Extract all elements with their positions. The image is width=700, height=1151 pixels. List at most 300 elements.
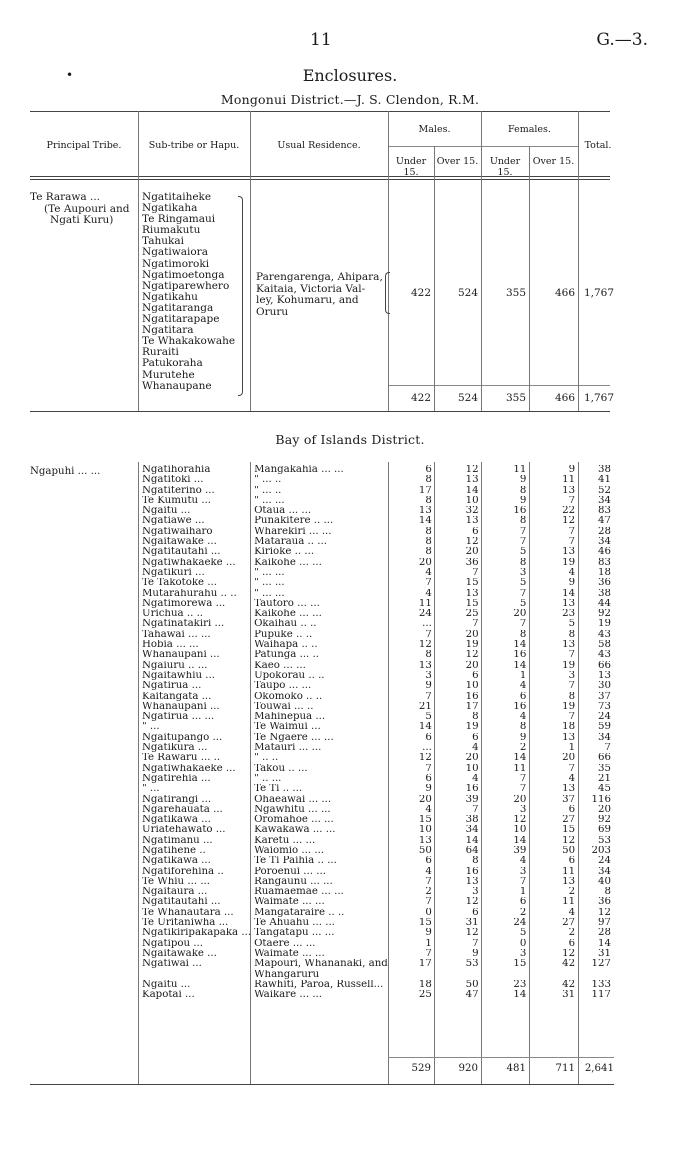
col-head-females-over: Over 15. — [532, 156, 575, 167]
residence-cell: Mataraua .. ... — [254, 537, 327, 548]
total-cell: 35 — [598, 763, 611, 774]
table-row — [139, 877, 614, 887]
margin-mark: • — [66, 68, 74, 82]
subtribe-cell: Ngaitaura ... — [142, 887, 208, 898]
males-over-cell: 6 — [472, 670, 479, 681]
total-cell: 13 — [598, 670, 611, 681]
males-over-cell: 10 — [465, 763, 479, 774]
total-cell: 97 — [598, 918, 611, 929]
females-over-cell: 7 — [568, 495, 576, 506]
subtribe-cell: Ngaitawake ... — [142, 948, 217, 959]
residence-cell: Otaua ... ... — [254, 506, 312, 517]
females-under-cell: 14 — [513, 640, 527, 651]
females-under-cell: 5 — [519, 598, 527, 609]
females-over-cell: 8 — [568, 629, 576, 640]
males-over-cell: 39 — [465, 794, 479, 805]
residence-cell: Touwai ... .. — [254, 701, 314, 712]
males-under-cell: 10 — [418, 825, 432, 836]
females-under-cell: 0 — [519, 938, 527, 949]
males-under-cell: 7 — [425, 897, 432, 908]
total-cell: 83 — [598, 557, 611, 568]
females-over-cell: 22 — [562, 506, 576, 517]
subtribe-item: Ngatitaranga — [142, 301, 214, 314]
table-row — [139, 640, 614, 650]
total-cell: 14 — [598, 938, 611, 949]
females-over-cell: 6 — [568, 804, 576, 815]
females-under-cell: 9 — [519, 475, 527, 486]
males-under-mongonui: 422 — [410, 287, 431, 299]
females-over-cell: 13 — [562, 732, 576, 743]
males-over-cell: 8 — [472, 856, 479, 867]
total-cell: 21 — [598, 773, 611, 784]
total-cell: 24 — [598, 712, 611, 723]
females-over-cell: 23 — [562, 609, 576, 620]
males-over-cell: 34 — [465, 825, 479, 836]
males-under-cell: 12 — [418, 640, 432, 651]
subtribe-cell — [139, 970, 251, 980]
males-under-cell: 9 — [425, 784, 432, 795]
males-over-cell: 15 — [465, 578, 479, 589]
males-under-cell: 3 — [425, 670, 432, 681]
document-code: G.—3. — [596, 30, 648, 50]
total-cell: 92 — [598, 609, 611, 620]
table-row — [139, 599, 614, 609]
subtribe-cell: Ngatitoki ... — [142, 475, 204, 486]
table-row — [139, 928, 614, 938]
females-over-cell: 7 — [568, 650, 576, 661]
subtribe-item: Ngatimoetonga — [142, 268, 225, 281]
col-head-males: Males. — [418, 124, 451, 135]
total-cell: 34 — [598, 732, 611, 743]
females-over-cell: 6 — [568, 938, 576, 949]
females-under-cell: 14 — [513, 990, 527, 1001]
subtribe-item: Ngatikaha — [142, 202, 198, 215]
residence-cell: Kawakawa ... ... — [254, 825, 336, 836]
table-row — [139, 908, 614, 918]
females-under-cell: 4 — [519, 856, 527, 867]
subtribe-list-mongonui — [142, 192, 242, 392]
residence-cell: Mapouri, Whananaki, and — [254, 959, 388, 970]
females-over-cell: 12 — [562, 948, 576, 959]
subtribe-cell: Ngatiwhakaeke ... — [142, 557, 236, 568]
table-row — [139, 887, 614, 897]
residence-cell: " .. .. — [254, 753, 279, 764]
subtribe-item: Ngatitarapape — [142, 313, 220, 326]
females-over-cell: 18 — [562, 722, 576, 733]
residence-cell: Waimate ... ... — [254, 948, 325, 959]
subtribe-cell: Te Kumutu ... — [142, 495, 212, 506]
females-over-cell: 19 — [562, 557, 576, 568]
males-under-cell: 7 — [425, 578, 432, 589]
subtribe-item: Ngatiparewhero — [142, 279, 230, 292]
females-under-cell: 20 — [513, 794, 527, 805]
table-row — [139, 609, 614, 619]
females-under-cell: 14 — [513, 835, 527, 846]
females-under-cell: 2 — [519, 907, 527, 918]
total-cell: 31 — [598, 948, 611, 959]
males-over-cell: 15 — [465, 598, 479, 609]
subtribe-item: Ruraiti — [142, 346, 179, 359]
males-over-cell: 4 — [472, 773, 479, 784]
subtribe-cell: Ngatikawa ... — [142, 815, 211, 826]
table-row — [139, 712, 614, 722]
females-under-cell: 9 — [519, 732, 527, 743]
females-over-cell: 20 — [562, 753, 576, 764]
subtribe-cell: Ngarehauata ... — [142, 804, 223, 815]
column-divider — [578, 111, 579, 411]
males-under-cell: 1 — [425, 938, 432, 949]
males-over-cell: 19 — [465, 722, 479, 733]
table-row — [139, 939, 614, 949]
residence-cell: Rawhiti, Paroa, Russell... — [254, 979, 384, 990]
subtribe-cell: Ngatimanu ... — [142, 835, 213, 846]
males-under-cell: 21 — [418, 701, 432, 712]
males-under-cell: 0 — [425, 907, 432, 918]
females-over-cell: 3 — [568, 670, 576, 681]
total-mongonui: 1,767 — [583, 287, 614, 299]
residence-cell: Waikare ... ... — [254, 990, 323, 1001]
males-over-cell: 16 — [465, 784, 479, 795]
tribe-line: (Te Aupouri and — [44, 202, 130, 215]
residence-cell: " .. ... — [254, 773, 282, 784]
females-over-cell: 19 — [562, 660, 576, 671]
residence-cell: Kirioke .. ... — [254, 547, 315, 558]
residence-cell: Kaikohe ... ... — [254, 557, 322, 568]
females-under-cell: 14 — [513, 660, 527, 671]
males-under-cell: 8 — [425, 537, 432, 548]
females-over-cell: 4 — [568, 567, 576, 578]
males-over-mongonui: 524 — [457, 287, 478, 299]
females-over-cell: 31 — [562, 990, 576, 1001]
females-over-cell: 13 — [562, 640, 576, 651]
males-over-cell: 16 — [465, 691, 479, 702]
males-under-cell: ... — [422, 619, 432, 630]
residence-cell: Whangaruru — [254, 969, 320, 980]
col-head-males-over: Over 15. — [436, 156, 479, 167]
males-under-cell: 8 — [425, 547, 432, 558]
table-row — [139, 630, 614, 640]
total-cell: 24 — [598, 856, 611, 867]
males-under-cell: 13 — [418, 835, 432, 846]
females-under-cell: 8 — [519, 557, 527, 568]
males-over-cell: 12 — [465, 897, 479, 908]
males-over-cell: 36 — [465, 557, 479, 568]
table-row — [139, 970, 614, 980]
males-over-cell: 20 — [465, 753, 479, 764]
males-under-cell: 9 — [425, 928, 432, 939]
males-under-cell: 7 — [425, 629, 432, 640]
total-cell: 19 — [598, 619, 611, 630]
females-over-cell: 6 — [568, 856, 576, 867]
column-divider — [138, 111, 139, 411]
females-under-cell: 16 — [513, 506, 527, 517]
table-row — [139, 980, 614, 990]
males-over-cell: 25 — [465, 609, 479, 620]
rule — [388, 385, 610, 386]
females-under-cell: 3 — [519, 866, 527, 877]
males-under-cell: 13 — [418, 660, 432, 671]
total-cell: 43 — [598, 629, 611, 640]
col-head-females: Females. — [508, 124, 551, 135]
residence-cell: " ... ... — [254, 495, 285, 506]
subtribe-cell: " ... — [142, 722, 160, 733]
table-row — [139, 619, 614, 629]
rule — [30, 179, 610, 180]
males-over-cell: 9 — [472, 948, 479, 959]
total-cell: 83 — [598, 506, 611, 517]
residence-cell: Tautoro ... ... — [254, 598, 320, 609]
males-over-cell: 8 — [472, 712, 479, 723]
males-over-cell: 64 — [465, 845, 479, 856]
tribe-line: Ngati Kuru) — [50, 214, 114, 226]
table-row — [139, 650, 614, 660]
males-over-cell: 14 — [465, 485, 479, 496]
females-over-cell: 37 — [562, 794, 576, 805]
males-under-cell: 4 — [425, 567, 432, 578]
females-over-cell: 7 — [568, 712, 576, 723]
sum-females-over-bay: 711 — [555, 1063, 575, 1074]
females-under-cell: 39 — [513, 845, 527, 856]
males-over-cell: 50 — [465, 979, 479, 990]
subtribe-cell: Ngatitautahi ... — [142, 547, 221, 558]
females-under-cell: 16 — [513, 701, 527, 712]
subtribe-cell: Te Rawaru ... .. — [142, 753, 221, 764]
total-cell: 133 — [591, 979, 611, 990]
col-head-males-under: Under 15. — [395, 156, 427, 178]
males-under-cell: 15 — [418, 815, 432, 826]
residence-cell: Ngawhitu ... ... — [254, 804, 331, 815]
table-row — [139, 537, 614, 547]
residence-cell: Karetu ... ... — [254, 835, 316, 846]
males-under-cell: 8 — [425, 475, 432, 486]
subtribe-cell: Ngaitupango ... — [142, 732, 223, 743]
females-under-cell: 8 — [519, 629, 527, 640]
males-over-cell: 12 — [465, 928, 479, 939]
females-over-cell: 7 — [568, 537, 576, 548]
females-over-cell: 7 — [568, 763, 576, 774]
total-cell: 69 — [598, 825, 611, 836]
sum-males-under-bay: 529 — [411, 1063, 431, 1074]
total-cell: 30 — [598, 681, 611, 692]
subtribe-cell: Ngatitautahi ... — [142, 897, 221, 908]
total-cell: 73 — [598, 701, 611, 712]
females-under-cell: 7 — [519, 773, 527, 784]
subtribe-cell: Te Whiu ... ... — [142, 876, 211, 887]
females-under-cell: 7 — [519, 876, 527, 887]
subtribe-item: Murutehe — [142, 368, 195, 381]
females-over-cell: 15 — [562, 825, 576, 836]
residence-cell: Okaihau .. .. — [254, 619, 317, 630]
females-under-cell: 9 — [519, 495, 527, 506]
residence-cell: Upokorau .. .. — [254, 670, 325, 681]
col-head-tribe: Principal Tribe. — [46, 140, 122, 151]
females-over-cell: 11 — [562, 866, 576, 877]
total-cell: 34 — [598, 866, 611, 877]
table-row — [139, 506, 614, 516]
table-row — [139, 753, 614, 763]
total-cell: 34 — [598, 495, 611, 506]
subtribe-cell: Ngatiwai ... — [142, 959, 202, 970]
residence-line: Oruru — [256, 305, 289, 318]
males-under-cell: 8 — [425, 526, 432, 537]
females-over-cell: 2 — [568, 928, 576, 939]
females-under-mongonui: 355 — [505, 287, 526, 299]
subtribe-cell: Ngaitu ... — [142, 506, 191, 517]
brace — [238, 196, 243, 396]
females-under-cell: 12 — [513, 815, 527, 826]
total-cell: 46 — [598, 547, 611, 558]
females-under-cell: 11 — [513, 465, 527, 475]
males-over-cell: 31 — [465, 918, 479, 929]
residence-cell: Tangatapu ... ... — [254, 928, 335, 939]
residence-cell: Kaikohe ... ... — [254, 609, 322, 620]
page-title: Enclosures. — [302, 66, 398, 85]
residence-cell: Pupuke .. .. — [254, 629, 313, 640]
residence-cell: Te Ngaere ... ... — [254, 732, 334, 743]
males-under-cell: 2 — [425, 887, 432, 898]
table-row — [139, 949, 614, 959]
residence-cell: Otaere ... ... — [254, 938, 316, 949]
females-over-cell: 5 — [568, 619, 576, 630]
females-under-cell: 6 — [519, 897, 527, 908]
males-over-cell: 16 — [465, 866, 479, 877]
females-over-cell: 12 — [562, 835, 576, 846]
females-over-cell: 2 — [568, 887, 576, 898]
residence-cell: Rangaunu ... ... — [254, 876, 333, 887]
males-over-cell: 6 — [472, 732, 479, 743]
females-under-cell — [482, 970, 530, 980]
females-over-cell: 19 — [562, 701, 576, 712]
females-over-cell: 50 — [562, 845, 576, 856]
subtribe-cell: Uriatehawato ... — [142, 825, 226, 836]
residence-cell: " ... .. — [254, 475, 282, 486]
table-row — [139, 702, 614, 712]
females-over-cell: 9 — [568, 578, 576, 589]
table-row — [139, 671, 614, 681]
table-row — [139, 661, 614, 671]
females-over-cell: 4 — [568, 907, 576, 918]
subtribe-item: Te Ringamaui — [142, 213, 216, 226]
subtribe-cell: Urichua .. .. — [142, 609, 204, 620]
subtribe-cell: Te Uritaniwha ... — [142, 918, 229, 929]
males-under-cell: 4 — [425, 588, 432, 599]
total-cell: 127 — [591, 959, 611, 970]
females-over-cell — [529, 970, 578, 980]
males-over-cell: 7 — [472, 938, 479, 949]
table-row — [139, 959, 614, 969]
column-divider — [250, 111, 251, 411]
females-under-cell: 3 — [519, 804, 527, 815]
males-over-cell: 13 — [465, 876, 479, 887]
females-under-cell: 5 — [519, 547, 527, 558]
males-under-cell: 8 — [425, 495, 432, 506]
females-under-cell: 3 — [519, 567, 527, 578]
males-under-cell: 24 — [418, 609, 432, 620]
females-under-cell: 24 — [513, 918, 527, 929]
subtribe-cell: Mutarahurahu .. .. — [142, 588, 237, 599]
table-row — [139, 547, 614, 557]
males-under-cell: 17 — [418, 959, 432, 970]
males-over-cell: 6 — [472, 907, 479, 918]
males-under-cell: 6 — [425, 856, 432, 867]
column-divider — [434, 146, 435, 411]
residence-line: Parengarenga, Ahipara, — [256, 271, 383, 283]
females-under-cell: 4 — [519, 681, 527, 692]
total-cell: 203 — [591, 845, 611, 856]
sum-females-under-bay: 481 — [506, 1063, 526, 1074]
sum-females-over-mongonui: 466 — [554, 392, 575, 404]
males-over-cell: 3 — [472, 887, 479, 898]
subtribe-cell: Ngatiwhakaeke ... — [142, 763, 236, 774]
col-head-subtribe: Sub-tribe or Hapu. — [148, 140, 240, 151]
residence-cell: Waihapa .. .. — [254, 640, 318, 651]
females-over-cell: 1 — [568, 743, 576, 754]
rule — [30, 111, 610, 112]
rule — [388, 1057, 614, 1058]
table-row — [139, 486, 614, 496]
residence-cell: Takou .. ... — [254, 763, 308, 774]
table-row — [139, 496, 614, 506]
males-under-cell: 6 — [425, 465, 432, 475]
males-under-cell: 50 — [418, 845, 432, 856]
principal-tribe-ngapuhi: Ngapuhi ... ... — [30, 466, 101, 477]
subtribe-cell: Ngatikiripakapaka ... — [142, 928, 252, 939]
females-under-cell: 7 — [519, 526, 527, 537]
total-cell: 53 — [598, 835, 611, 846]
males-over-cell: 7 — [472, 619, 479, 630]
males-under-cell: 6 — [425, 732, 432, 743]
sum-total-mongonui: 1,767 — [583, 392, 614, 404]
residence-cell: Mahinepua ... — [254, 712, 326, 723]
males-under-cell: 14 — [418, 516, 432, 527]
total-cell: 34 — [598, 537, 611, 548]
sum-females-under-mongonui: 355 — [505, 392, 526, 404]
males-under-cell: 7 — [425, 691, 432, 702]
males-under-cell: 6 — [425, 773, 432, 784]
rule — [30, 1084, 614, 1085]
females-under-cell: 15 — [513, 959, 527, 970]
residence-mongonui — [256, 272, 384, 318]
subtribe-cell: Whanaupani ... — [142, 701, 220, 712]
females-under-cell: 6 — [519, 691, 527, 702]
females-over-cell: 27 — [562, 815, 576, 826]
total-cell: 37 — [598, 691, 611, 702]
females-under-cell: 7 — [519, 619, 527, 630]
residence-cell: Mangakahia ... ... — [254, 465, 344, 475]
residence-cell: Wharekiri ... ... — [254, 526, 332, 537]
subtribe-item: Ngatiwaiora — [142, 246, 208, 259]
males-under-cell: 14 — [418, 722, 432, 733]
females-under-cell: 8 — [519, 485, 527, 496]
col-head-females-under: Under 15. — [489, 156, 521, 178]
males-under-cell: 5 — [425, 712, 432, 723]
residence-cell: Waimate ... ... — [254, 897, 325, 908]
table-row — [139, 764, 614, 774]
males-under-cell: ... — [422, 743, 432, 754]
total-cell: 28 — [598, 526, 611, 537]
females-under-cell: 7 — [519, 784, 527, 795]
rule — [30, 411, 610, 412]
table-row — [139, 733, 614, 743]
subtribe-item: Riumakutu — [142, 224, 201, 237]
total-cell: 7 — [604, 743, 611, 754]
males-over-cell: 47 — [465, 990, 479, 1001]
table-row — [139, 867, 614, 877]
total-cell: 116 — [591, 794, 611, 805]
females-over-cell: 13 — [562, 485, 576, 496]
females-over-cell: 27 — [562, 918, 576, 929]
subtribe-cell: Ngatikura ... — [142, 743, 208, 754]
